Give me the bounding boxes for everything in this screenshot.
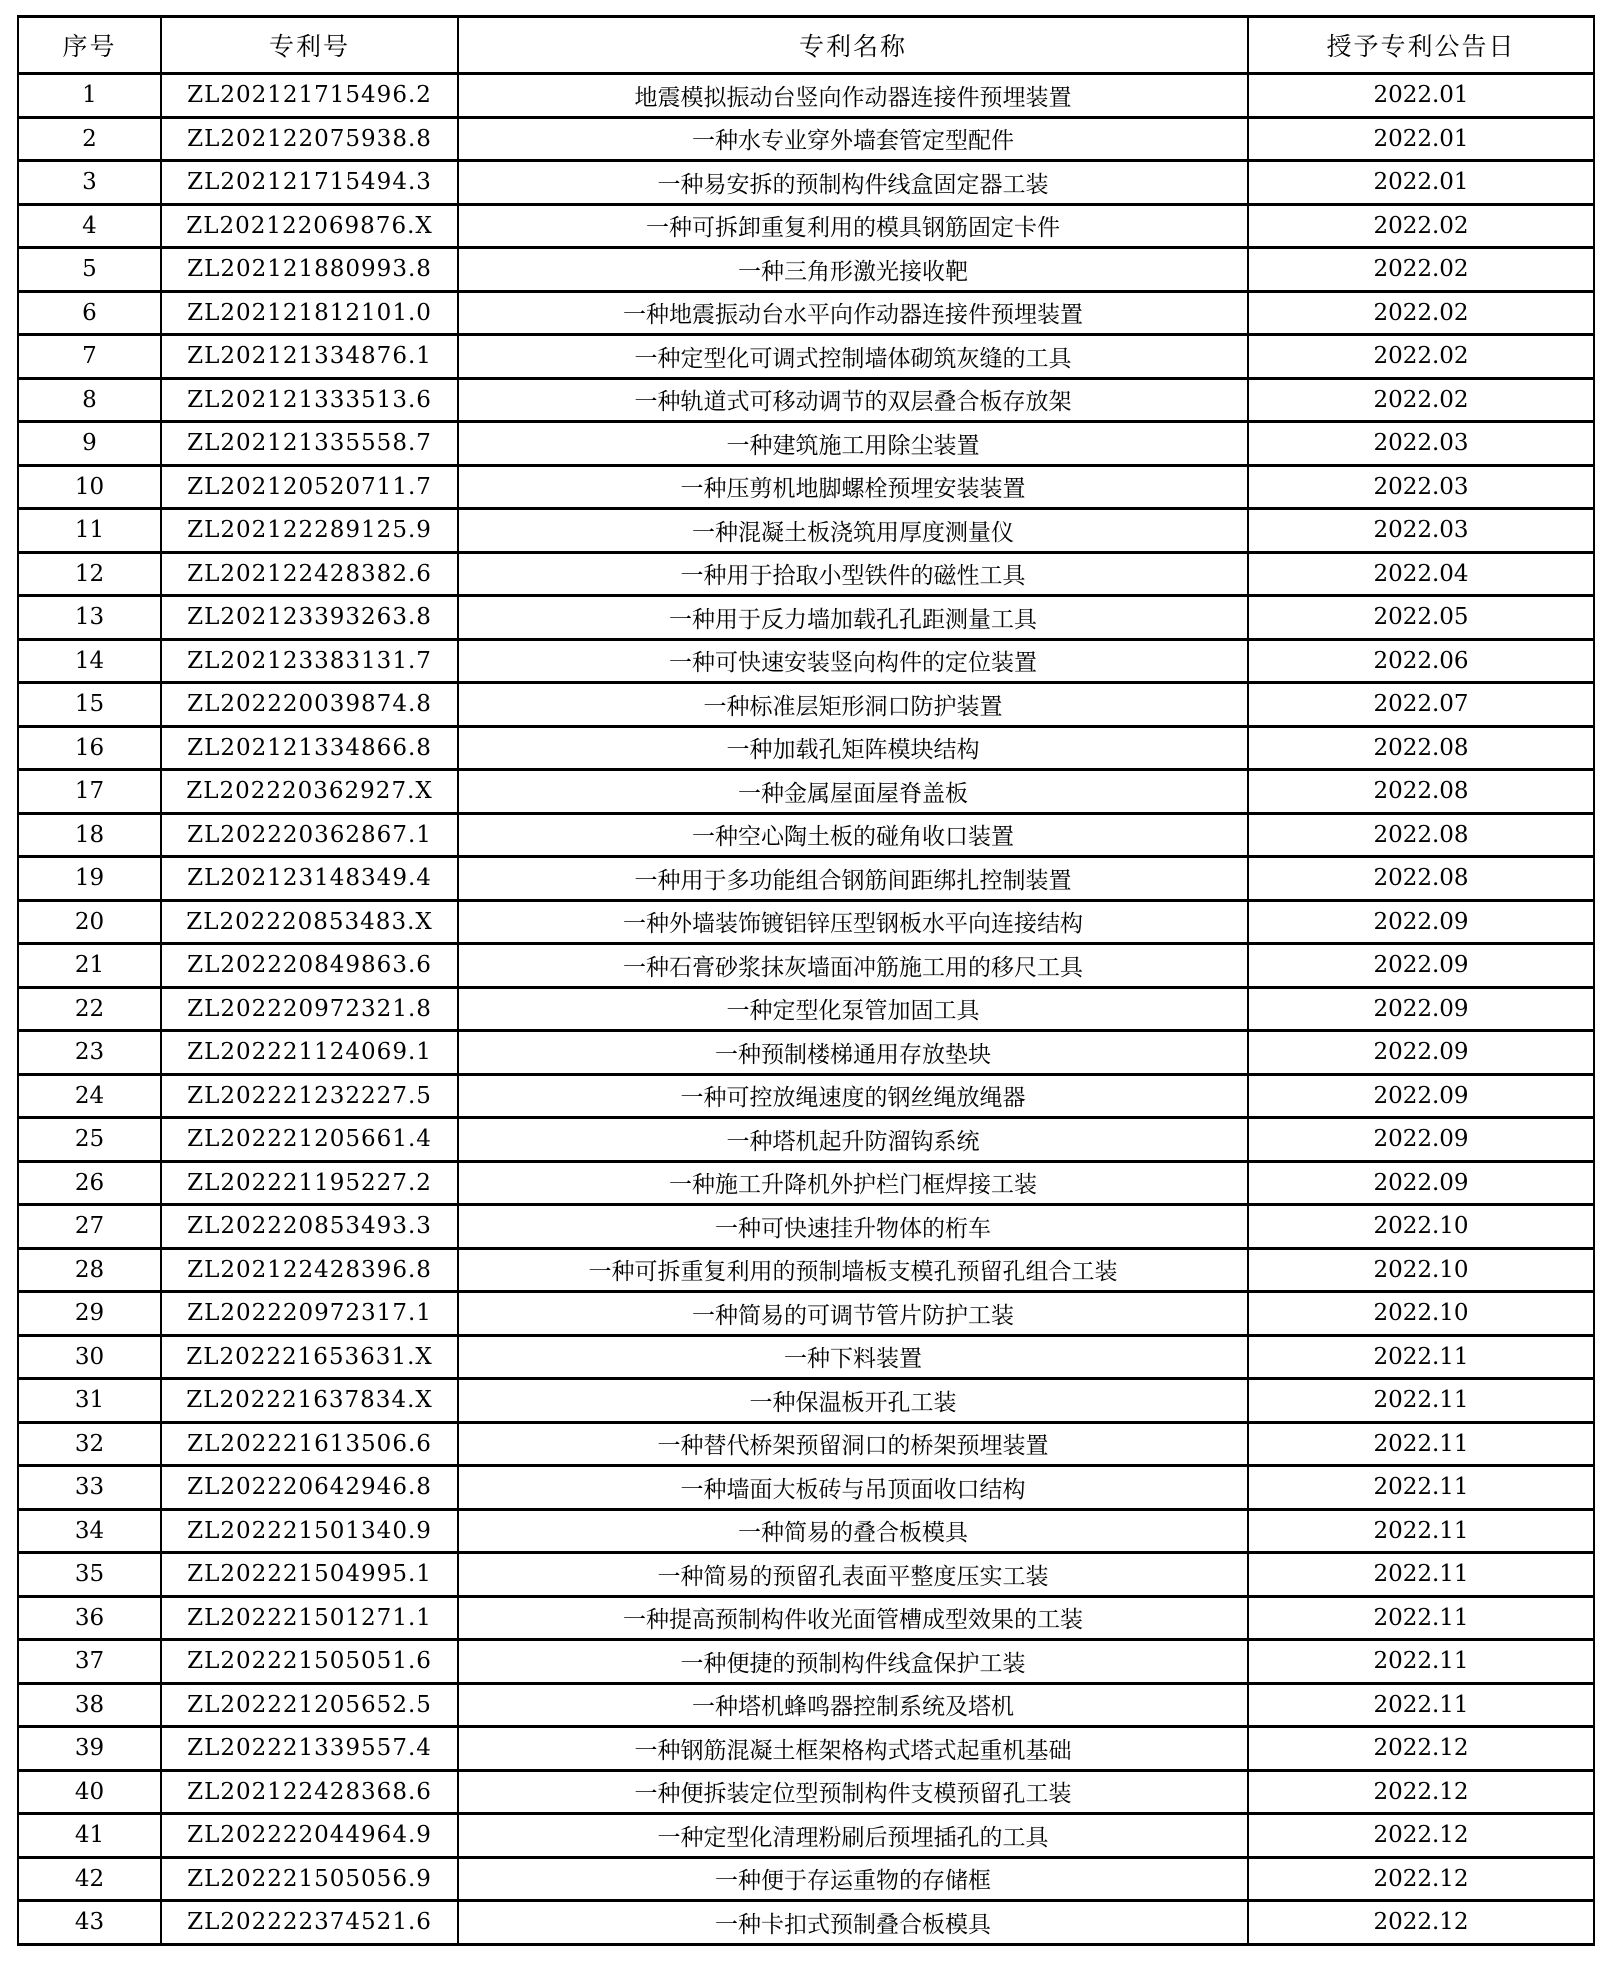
cell-patent-number: ZL202121333513.6 bbox=[161, 378, 458, 422]
cell-patent-name: 一种加载孔矩阵模块结构 bbox=[458, 726, 1248, 770]
cell-serial-number: 21 bbox=[18, 944, 161, 988]
patent-table bbox=[17, 15, 1595, 1946]
cell-grant-date: 2022.06 bbox=[1248, 639, 1594, 683]
cell-patent-name: 一种施工升降机外护栏门框焊接工装 bbox=[458, 1161, 1248, 1205]
cell-grant-date: 2022.01 bbox=[1248, 161, 1594, 205]
cell-serial-number: 8 bbox=[18, 378, 161, 422]
cell-patent-name: 一种标准层矩形洞口防护装置 bbox=[458, 683, 1248, 727]
cell-grant-date: 2022.10 bbox=[1248, 1248, 1594, 1292]
cell-serial-number: 20 bbox=[18, 900, 161, 944]
cell-grant-date: 2022.09 bbox=[1248, 1074, 1594, 1118]
cell-patent-name: 一种建筑施工用除尘装置 bbox=[458, 422, 1248, 466]
cell-patent-name: 一种金属屋面屋脊盖板 bbox=[458, 770, 1248, 814]
table-row bbox=[18, 1814, 1594, 1858]
cell-patent-name: 一种墙面大板砖与吊顶面收口结构 bbox=[458, 1466, 1248, 1510]
cell-serial-number: 16 bbox=[18, 726, 161, 770]
cell-patent-number: ZL202122069876.X bbox=[161, 204, 458, 248]
cell-patent-number: ZL202122289125.9 bbox=[161, 509, 458, 553]
cell-serial-number: 40 bbox=[18, 1770, 161, 1814]
cell-serial-number: 35 bbox=[18, 1553, 161, 1597]
table-row bbox=[18, 1379, 1594, 1423]
cell-serial-number: 6 bbox=[18, 291, 161, 335]
cell-serial-number: 13 bbox=[18, 596, 161, 640]
cell-patent-name: 一种提高预制构件收光面管槽成型效果的工装 bbox=[458, 1596, 1248, 1640]
table-row bbox=[18, 1640, 1594, 1684]
cell-patent-name: 一种钢筋混凝土框架格构式塔式起重机基础 bbox=[458, 1727, 1248, 1771]
cell-patent-number: ZL202123148349.4 bbox=[161, 857, 458, 901]
cell-patent-name: 一种三角形激光接收靶 bbox=[458, 248, 1248, 292]
cell-grant-date: 2022.11 bbox=[1248, 1379, 1594, 1423]
cell-grant-date: 2022.12 bbox=[1248, 1770, 1594, 1814]
cell-patent-number: ZL202122428382.6 bbox=[161, 552, 458, 596]
cell-patent-number: ZL202121715494.3 bbox=[161, 161, 458, 205]
cell-grant-date: 2022.04 bbox=[1248, 552, 1594, 596]
header-patent-number: 专利号 bbox=[161, 17, 458, 74]
cell-grant-date: 2022.03 bbox=[1248, 465, 1594, 509]
cell-patent-name: 一种定型化泵管加固工具 bbox=[458, 987, 1248, 1031]
cell-patent-name: 一种可快速挂升物体的桁车 bbox=[458, 1205, 1248, 1249]
cell-patent-number: ZL202220362927.X bbox=[161, 770, 458, 814]
table-row bbox=[18, 1118, 1594, 1162]
cell-patent-number: ZL202221653631.X bbox=[161, 1335, 458, 1379]
cell-patent-name: 一种用于拾取小型铁件的磁性工具 bbox=[458, 552, 1248, 596]
cell-grant-date: 2022.09 bbox=[1248, 944, 1594, 988]
cell-patent-number: ZL202120520711.7 bbox=[161, 465, 458, 509]
table-row bbox=[18, 422, 1594, 466]
cell-patent-name: 一种卡扣式预制叠合板模具 bbox=[458, 1901, 1248, 1945]
table-row bbox=[18, 1596, 1594, 1640]
cell-patent-number: ZL202221505056.9 bbox=[161, 1857, 458, 1901]
cell-patent-name: 一种可控放绳速度的钢丝绳放绳器 bbox=[458, 1074, 1248, 1118]
cell-patent-number: ZL202220972321.8 bbox=[161, 987, 458, 1031]
cell-patent-name: 一种外墙装饰镀铝锌压型钢板水平向连接结构 bbox=[458, 900, 1248, 944]
cell-patent-name: 一种用于反力墙加载孔孔距测量工具 bbox=[458, 596, 1248, 640]
table-row bbox=[18, 1161, 1594, 1205]
cell-serial-number: 41 bbox=[18, 1814, 161, 1858]
cell-patent-name: 一种下料装置 bbox=[458, 1335, 1248, 1379]
cell-serial-number: 25 bbox=[18, 1118, 161, 1162]
cell-patent-number: ZL202123383131.7 bbox=[161, 639, 458, 683]
cell-patent-name: 一种压剪机地脚螺栓预埋安装装置 bbox=[458, 465, 1248, 509]
cell-patent-name: 一种保温板开孔工装 bbox=[458, 1379, 1248, 1423]
cell-patent-number: ZL202221195227.2 bbox=[161, 1161, 458, 1205]
cell-grant-date: 2022.11 bbox=[1248, 1683, 1594, 1727]
cell-patent-name: 一种便拆装定位型预制构件支模预留孔工装 bbox=[458, 1770, 1248, 1814]
table-row bbox=[18, 509, 1594, 553]
cell-patent-number: ZL202221205661.4 bbox=[161, 1118, 458, 1162]
table-row bbox=[18, 770, 1594, 814]
table-row bbox=[18, 1031, 1594, 1075]
table-row bbox=[18, 1205, 1594, 1249]
cell-patent-number: ZL202222044964.9 bbox=[161, 1814, 458, 1858]
cell-patent-name: 一种简易的叠合板模具 bbox=[458, 1509, 1248, 1553]
cell-grant-date: 2022.10 bbox=[1248, 1205, 1594, 1249]
cell-patent-number: ZL202222374521.6 bbox=[161, 1901, 458, 1945]
table-row bbox=[18, 900, 1594, 944]
cell-patent-number: ZL202123393263.8 bbox=[161, 596, 458, 640]
cell-patent-name: 一种地震振动台水平向作动器连接件预埋装置 bbox=[458, 291, 1248, 335]
cell-grant-date: 2022.02 bbox=[1248, 378, 1594, 422]
cell-patent-name: 一种替代桥架预留洞口的桥架预埋装置 bbox=[458, 1422, 1248, 1466]
cell-serial-number: 9 bbox=[18, 422, 161, 466]
cell-grant-date: 2022.09 bbox=[1248, 1118, 1594, 1162]
table-row bbox=[18, 1422, 1594, 1466]
cell-grant-date: 2022.08 bbox=[1248, 857, 1594, 901]
cell-patent-number: ZL202220849863.6 bbox=[161, 944, 458, 988]
table-row bbox=[18, 1292, 1594, 1336]
table-row bbox=[18, 1901, 1594, 1945]
cell-serial-number: 12 bbox=[18, 552, 161, 596]
cell-patent-number: ZL202122428396.8 bbox=[161, 1248, 458, 1292]
cell-serial-number: 33 bbox=[18, 1466, 161, 1510]
cell-patent-number: ZL202122428368.6 bbox=[161, 1770, 458, 1814]
cell-serial-number: 3 bbox=[18, 161, 161, 205]
cell-serial-number: 18 bbox=[18, 813, 161, 857]
cell-grant-date: 2022.01 bbox=[1248, 74, 1594, 118]
cell-patent-number: ZL202221505051.6 bbox=[161, 1640, 458, 1684]
cell-grant-date: 2022.05 bbox=[1248, 596, 1594, 640]
table-row bbox=[18, 291, 1594, 335]
table-row bbox=[18, 1466, 1594, 1510]
cell-serial-number: 43 bbox=[18, 1901, 161, 1945]
header-serial-number: 序号 bbox=[18, 17, 161, 74]
table-row bbox=[18, 596, 1594, 640]
cell-grant-date: 2022.03 bbox=[1248, 509, 1594, 553]
cell-patent-number: ZL202220972317.1 bbox=[161, 1292, 458, 1336]
cell-serial-number: 17 bbox=[18, 770, 161, 814]
cell-grant-date: 2022.02 bbox=[1248, 204, 1594, 248]
cell-grant-date: 2022.12 bbox=[1248, 1814, 1594, 1858]
cell-grant-date: 2022.08 bbox=[1248, 726, 1594, 770]
cell-grant-date: 2022.11 bbox=[1248, 1596, 1594, 1640]
cell-grant-date: 2022.08 bbox=[1248, 813, 1594, 857]
table-row bbox=[18, 465, 1594, 509]
cell-serial-number: 23 bbox=[18, 1031, 161, 1075]
cell-patent-name: 地震模拟振动台竖向作动器连接件预埋装置 bbox=[458, 74, 1248, 118]
cell-grant-date: 2022.08 bbox=[1248, 770, 1594, 814]
cell-patent-number: ZL202221501340.9 bbox=[161, 1509, 458, 1553]
cell-patent-name: 一种可快速安装竖向构件的定位装置 bbox=[458, 639, 1248, 683]
cell-patent-number: ZL202121715496.2 bbox=[161, 74, 458, 118]
cell-patent-name: 一种塔机蜂鸣器控制系统及塔机 bbox=[458, 1683, 1248, 1727]
table-row bbox=[18, 378, 1594, 422]
header-row bbox=[18, 17, 1594, 74]
table-row bbox=[18, 335, 1594, 379]
cell-patent-name: 一种便捷的预制构件线盒保护工装 bbox=[458, 1640, 1248, 1684]
cell-serial-number: 1 bbox=[18, 74, 161, 118]
cell-serial-number: 24 bbox=[18, 1074, 161, 1118]
table-row bbox=[18, 1335, 1594, 1379]
cell-patent-name: 一种易安拆的预制构件线盒固定器工装 bbox=[458, 161, 1248, 205]
cell-serial-number: 5 bbox=[18, 248, 161, 292]
cell-patent-number: ZL202221205652.5 bbox=[161, 1683, 458, 1727]
cell-serial-number: 14 bbox=[18, 639, 161, 683]
cell-serial-number: 7 bbox=[18, 335, 161, 379]
table-row bbox=[18, 944, 1594, 988]
table-row bbox=[18, 1553, 1594, 1597]
table-row bbox=[18, 1683, 1594, 1727]
cell-grant-date: 2022.11 bbox=[1248, 1466, 1594, 1510]
cell-serial-number: 19 bbox=[18, 857, 161, 901]
cell-grant-date: 2022.11 bbox=[1248, 1509, 1594, 1553]
cell-patent-number: ZL202221637834.X bbox=[161, 1379, 458, 1423]
cell-grant-date: 2022.03 bbox=[1248, 422, 1594, 466]
cell-serial-number: 29 bbox=[18, 1292, 161, 1336]
cell-grant-date: 2022.09 bbox=[1248, 987, 1594, 1031]
patent-table-body bbox=[18, 74, 1594, 1945]
table-row bbox=[18, 639, 1594, 683]
cell-patent-number: ZL202220039874.8 bbox=[161, 683, 458, 727]
table-row bbox=[18, 987, 1594, 1031]
table-row bbox=[18, 1857, 1594, 1901]
table-row bbox=[18, 857, 1594, 901]
cell-patent-name: 一种用于多功能组合钢筋间距绑扎控制装置 bbox=[458, 857, 1248, 901]
table-row bbox=[18, 683, 1594, 727]
cell-serial-number: 4 bbox=[18, 204, 161, 248]
cell-grant-date: 2022.07 bbox=[1248, 683, 1594, 727]
cell-patent-number: ZL202221501271.1 bbox=[161, 1596, 458, 1640]
cell-patent-name: 一种塔机起升防溜钩系统 bbox=[458, 1118, 1248, 1162]
cell-patent-name: 一种水专业穿外墙套管定型配件 bbox=[458, 117, 1248, 161]
cell-grant-date: 2022.12 bbox=[1248, 1727, 1594, 1771]
cell-patent-number: ZL202121334866.8 bbox=[161, 726, 458, 770]
cell-serial-number: 15 bbox=[18, 683, 161, 727]
cell-serial-number: 31 bbox=[18, 1379, 161, 1423]
cell-grant-date: 2022.11 bbox=[1248, 1553, 1594, 1597]
table-row bbox=[18, 1509, 1594, 1553]
cell-patent-number: ZL202121335558.7 bbox=[161, 422, 458, 466]
cell-patent-number: ZL202221232227.5 bbox=[161, 1074, 458, 1118]
cell-serial-number: 39 bbox=[18, 1727, 161, 1771]
cell-serial-number: 37 bbox=[18, 1640, 161, 1684]
table-row bbox=[18, 726, 1594, 770]
cell-grant-date: 2022.02 bbox=[1248, 248, 1594, 292]
table-row bbox=[18, 161, 1594, 205]
table-row bbox=[18, 1770, 1594, 1814]
table-row bbox=[18, 74, 1594, 118]
cell-patent-number: ZL202220853493.3 bbox=[161, 1205, 458, 1249]
cell-serial-number: 42 bbox=[18, 1857, 161, 1901]
table-row bbox=[18, 552, 1594, 596]
cell-serial-number: 26 bbox=[18, 1161, 161, 1205]
cell-patent-number: ZL202122075938.8 bbox=[161, 117, 458, 161]
cell-grant-date: 2022.09 bbox=[1248, 900, 1594, 944]
cell-patent-name: 一种石膏砂浆抹灰墙面冲筋施工用的移尺工具 bbox=[458, 944, 1248, 988]
table-row bbox=[18, 1074, 1594, 1118]
cell-patent-number: ZL202221124069.1 bbox=[161, 1031, 458, 1075]
cell-serial-number: 10 bbox=[18, 465, 161, 509]
cell-grant-date: 2022.11 bbox=[1248, 1335, 1594, 1379]
cell-grant-date: 2022.11 bbox=[1248, 1422, 1594, 1466]
cell-patent-name: 一种简易的预留孔表面平整度压实工装 bbox=[458, 1553, 1248, 1597]
cell-grant-date: 2022.12 bbox=[1248, 1901, 1594, 1945]
cell-patent-number: ZL202221339557.4 bbox=[161, 1727, 458, 1771]
cell-serial-number: 2 bbox=[18, 117, 161, 161]
cell-grant-date: 2022.10 bbox=[1248, 1292, 1594, 1336]
header-patent-name: 专利名称 bbox=[458, 17, 1248, 74]
cell-patent-name: 一种简易的可调节管片防护工装 bbox=[458, 1292, 1248, 1336]
cell-serial-number: 36 bbox=[18, 1596, 161, 1640]
table-row bbox=[18, 204, 1594, 248]
table-row bbox=[18, 1248, 1594, 1292]
cell-patent-number: ZL202121880993.8 bbox=[161, 248, 458, 292]
table-row bbox=[18, 1727, 1594, 1771]
header-grant-date: 授予专利公告日 bbox=[1248, 17, 1594, 74]
table-row bbox=[18, 117, 1594, 161]
cell-serial-number: 32 bbox=[18, 1422, 161, 1466]
cell-patent-name: 一种可拆卸重复利用的模具钢筋固定卡件 bbox=[458, 204, 1248, 248]
cell-serial-number: 11 bbox=[18, 509, 161, 553]
cell-patent-number: ZL202221613506.6 bbox=[161, 1422, 458, 1466]
cell-serial-number: 28 bbox=[18, 1248, 161, 1292]
cell-grant-date: 2022.09 bbox=[1248, 1031, 1594, 1075]
cell-patent-name: 一种可拆重复利用的预制墙板支模孔预留孔组合工装 bbox=[458, 1248, 1248, 1292]
cell-patent-number: ZL202220853483.X bbox=[161, 900, 458, 944]
cell-patent-number: ZL202121812101.0 bbox=[161, 291, 458, 335]
table-row bbox=[18, 248, 1594, 292]
cell-patent-name: 一种空心陶土板的碰角收口装置 bbox=[458, 813, 1248, 857]
cell-patent-number: ZL202121334876.1 bbox=[161, 335, 458, 379]
cell-patent-name: 一种定型化可调式控制墙体砌筑灰缝的工具 bbox=[458, 335, 1248, 379]
table-row bbox=[18, 813, 1594, 857]
cell-grant-date: 2022.01 bbox=[1248, 117, 1594, 161]
cell-grant-date: 2022.12 bbox=[1248, 1857, 1594, 1901]
cell-serial-number: 30 bbox=[18, 1335, 161, 1379]
cell-grant-date: 2022.09 bbox=[1248, 1161, 1594, 1205]
cell-patent-number: ZL202220642946.8 bbox=[161, 1466, 458, 1510]
cell-grant-date: 2022.11 bbox=[1248, 1640, 1594, 1684]
cell-patent-name: 一种定型化清理粉刷后预埋插孔的工具 bbox=[458, 1814, 1248, 1858]
cell-serial-number: 22 bbox=[18, 987, 161, 1031]
cell-patent-number: ZL202221504995.1 bbox=[161, 1553, 458, 1597]
cell-serial-number: 34 bbox=[18, 1509, 161, 1553]
cell-patent-name: 一种便于存运重物的存储框 bbox=[458, 1857, 1248, 1901]
cell-patent-name: 一种轨道式可移动调节的双层叠合板存放架 bbox=[458, 378, 1248, 422]
cell-patent-name: 一种混凝土板浇筑用厚度测量仪 bbox=[458, 509, 1248, 553]
cell-serial-number: 27 bbox=[18, 1205, 161, 1249]
cell-patent-name: 一种预制楼梯通用存放垫块 bbox=[458, 1031, 1248, 1075]
cell-grant-date: 2022.02 bbox=[1248, 291, 1594, 335]
cell-serial-number: 38 bbox=[18, 1683, 161, 1727]
cell-patent-number: ZL202220362867.1 bbox=[161, 813, 458, 857]
cell-grant-date: 2022.02 bbox=[1248, 335, 1594, 379]
